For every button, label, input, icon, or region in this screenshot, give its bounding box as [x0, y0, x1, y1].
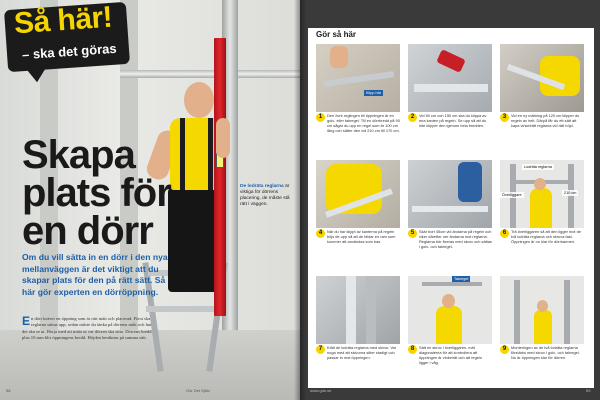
tag-subtitle: – ska det göras: [21, 40, 118, 63]
page-number-right: 59: [586, 388, 591, 393]
article-lede: Om du vill sätta in en dörr i den nya mellanväggen är det viktigt att du skapar plats för den på rätt sätt. Så här gör experten en dörröppning.: [22, 252, 168, 297]
photo-label: Takregel: [454, 277, 469, 281]
step-number: 1: [316, 113, 325, 122]
worker-arm: [216, 118, 230, 158]
step-photo: [500, 160, 584, 228]
step-number: 2: [408, 113, 417, 122]
page-number-left: 58: [6, 388, 11, 393]
dropcap: E: [22, 316, 31, 328]
step-photo: [408, 44, 492, 112]
photo-label: 210 cm: [564, 191, 577, 195]
worker-head: [184, 82, 214, 118]
step-text: Trä överliggaren så att den ligger mot de två lodräta reglarna och skruva fast. Öppningen är nu klar för dörrkarmen.: [511, 229, 581, 245]
footer-right: www.gds.se: [310, 388, 332, 393]
photo-label: Överliggare: [502, 193, 522, 197]
step-number: 5: [408, 229, 417, 238]
step-card: [408, 276, 492, 380]
article-body-text: n dörr kräver en öppning som är rätt mätt och placerad. Först ska reglarna sättas upp, sedan måste du tänka på dörrens mått och hur det ska se ut. Börja med att mäta ut var dörren ska sitta. Dörrens bredd plus 10 mm blir öppningens bredd. Höjden beräknas på samma sätt.: [22, 316, 152, 340]
step-text: Sätt en skruv i överliggaren, mät diagonalerna för att kontrollera att öppningen är vinkelrät och att regeln ligger i våg.: [419, 345, 482, 366]
photo-caption: [240, 184, 296, 208]
caption-text: är viktiga för dörrens placering, de måste stå rätt i väggen.: [240, 184, 290, 207]
step-text: Den övre reglingen till öppningen är en golv- eller takregel. Till en dörrbredd på 90 cm sågar du upp en regel som är 100 cm lång och sätter den vid 210 cm till 170 cm.: [327, 113, 400, 134]
step-card: [408, 44, 492, 148]
article-body: [22, 316, 152, 390]
step-card: [500, 276, 584, 380]
step-text: När du har klippt av kanterna på regeln böjs de upp så att de bildar en ram som kommer att användas som bas.: [327, 229, 396, 245]
step-card: [316, 276, 400, 380]
step-photo: [500, 276, 584, 344]
step-text: Klätt de lodräta reglarna med skivor. Var noga med att skivorna sitter stadigt och passar in mot öppningen.: [327, 345, 397, 361]
worker-suspender: [208, 118, 213, 190]
step-photo: [408, 276, 492, 344]
step-number: 6: [500, 229, 509, 238]
step-photo: [500, 44, 584, 112]
metal-track-horizontal: [120, 70, 300, 78]
photo-label: Klipp här: [366, 91, 381, 95]
step-number: 3: [500, 113, 509, 122]
step-card: [500, 160, 584, 264]
step-photo: [316, 276, 400, 344]
article-headline: Skapa plats för en dörr: [22, 133, 171, 253]
step-text: Skär bort 45cm vid ändarna på regeln och viker därefter ner ändarna mot reglarna. Reglarna bör fixeras med skruv och sättas i golv- och takregel.: [419, 229, 492, 250]
section-title: Gör så här: [316, 30, 357, 39]
page-gutter: [294, 0, 306, 400]
tag-title: Så här!: [12, 0, 114, 41]
step-photo: [408, 160, 492, 228]
step-card: [316, 160, 400, 264]
step-text: Vid en ny mätning på 120 cm klipper du regeln av helt. Därpå får du ett sätt att kapa vinkelrätt reglarna vid rätt höjd.: [511, 113, 580, 129]
step-photo: [316, 160, 400, 228]
step-text: Vid 50 cm och 150 cm ska du klippa av ena kanten på regeln. Se upp så att du inte klipper den igenom hela bredden.: [419, 113, 487, 129]
footer-left: Gör Det Själv: [186, 388, 210, 393]
step-number: 9: [500, 345, 509, 354]
step-number: 7: [316, 345, 325, 354]
caption-lead: De lodräta reglarna: [240, 184, 284, 189]
step-card: [500, 44, 584, 148]
step-photo: [316, 44, 400, 112]
photo-label: Lodräta reglarna: [524, 165, 552, 169]
step-number: 8: [408, 345, 417, 354]
spirit-level: [214, 38, 226, 316]
right-page: [300, 0, 600, 400]
step-card: [408, 160, 492, 264]
step-text: Monteringen av de två lodräta reglarna förstärks med skruv i golv- och takregel. Nu är öppningen klar för dörren.: [511, 345, 580, 361]
step-card: [316, 44, 400, 148]
worker-suspender: [180, 118, 185, 190]
step-number: 4: [316, 229, 325, 238]
